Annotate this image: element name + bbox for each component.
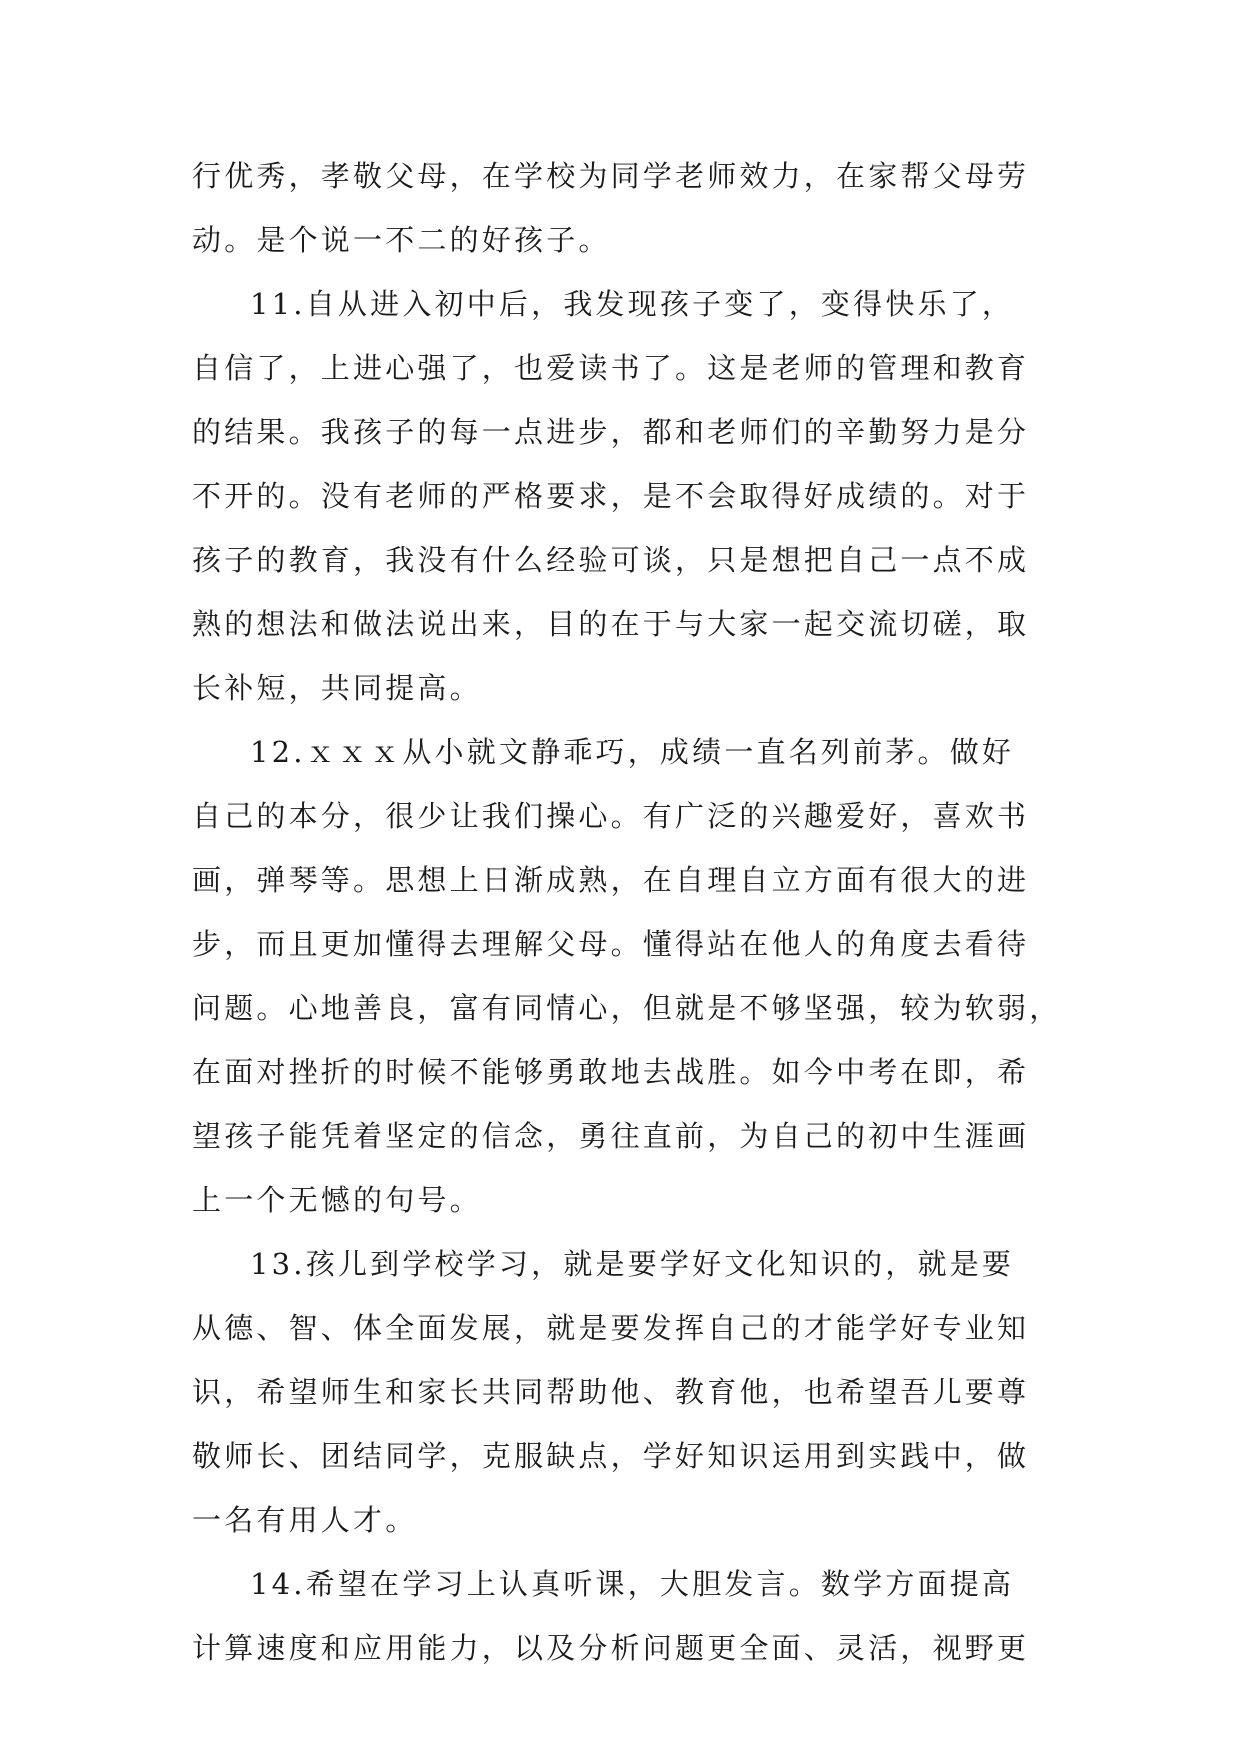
text-line: 在面对挫折的时候不能够勇敢地去战胜。如今中考在即，希 <box>192 1055 1030 1089</box>
text-line: 熟的想法和做法说出来，目的在于与大家一起交流切磋，取 <box>192 607 1030 641</box>
text-line: 敬师长、团结同学，克服缺点，学好知识运用到实践中，做 <box>192 1439 1030 1473</box>
text-line: 不开的。没有老师的严格要求，是不会取得好成绩的。对于 <box>192 479 1030 513</box>
paragraph-12-start: 12.ｘｘｘ从小就文静乖巧，成绩一直名列前茅。做好 <box>250 735 1015 769</box>
text-line: 一名有用人才。 <box>192 1503 418 1537</box>
text-line: 自信了，上进心强了，也爱读书了。这是老师的管理和教育 <box>192 351 1030 385</box>
body-text <box>192 144 1062 1680</box>
text-line: 画，弹琴等。思想上日渐成熟，在自理自立方面有很大的进 <box>192 863 1030 897</box>
text-line: 行优秀，孝敬父母，在学校为同学老师效力，在家帮父母劳 <box>192 159 1030 193</box>
paragraph-13-start: 13.孩儿到学校学习，就是要学好文化知识的，就是要 <box>250 1247 1015 1281</box>
text-line: 的结果。我孩子的每一点进步，都和老师们的辛勤努力是分 <box>192 415 1030 449</box>
text-line: 动。是个说一不二的好孩子。 <box>192 223 611 257</box>
paragraph-11-start: 11.自从进入初中后，我发现孩子变了，变得快乐了， <box>250 287 1015 321</box>
text-line: 孩子的教育，我没有什么经验可谈，只是想把自己一点不成 <box>192 543 1030 577</box>
text-line: 步，而且更加懂得去理解父母。懂得站在他人的角度去看待 <box>192 927 1030 961</box>
text-line: 自己的本分，很少让我们操心。有广泛的兴趣爱好，喜欢书 <box>192 799 1030 833</box>
text-line: 望孩子能凭着坚定的信念，勇往直前，为自己的初中生涯画 <box>192 1119 1030 1153</box>
text-line: 长补短，共同提高。 <box>192 671 482 705</box>
text-line: 从德、智、体全面发展，就是要发挥自己的才能学好专业知 <box>192 1311 1030 1345</box>
paragraph-14-start: 14.希望在学习上认真听课，大胆发言。数学方面提高 <box>250 1567 1015 1601</box>
text-line: 上一个无憾的句号。 <box>192 1183 482 1217</box>
text-line: 计算速度和应用能力，以及分析问题更全面、灵活，视野更 <box>192 1631 1030 1665</box>
text-line: 问题。心地善良，富有同情心，但就是不够坚强，较为软弱， <box>192 991 1062 1025</box>
text-line: 识，希望师生和家长共同帮助他、教育他，也希望吾儿要尊 <box>192 1375 1030 1409</box>
